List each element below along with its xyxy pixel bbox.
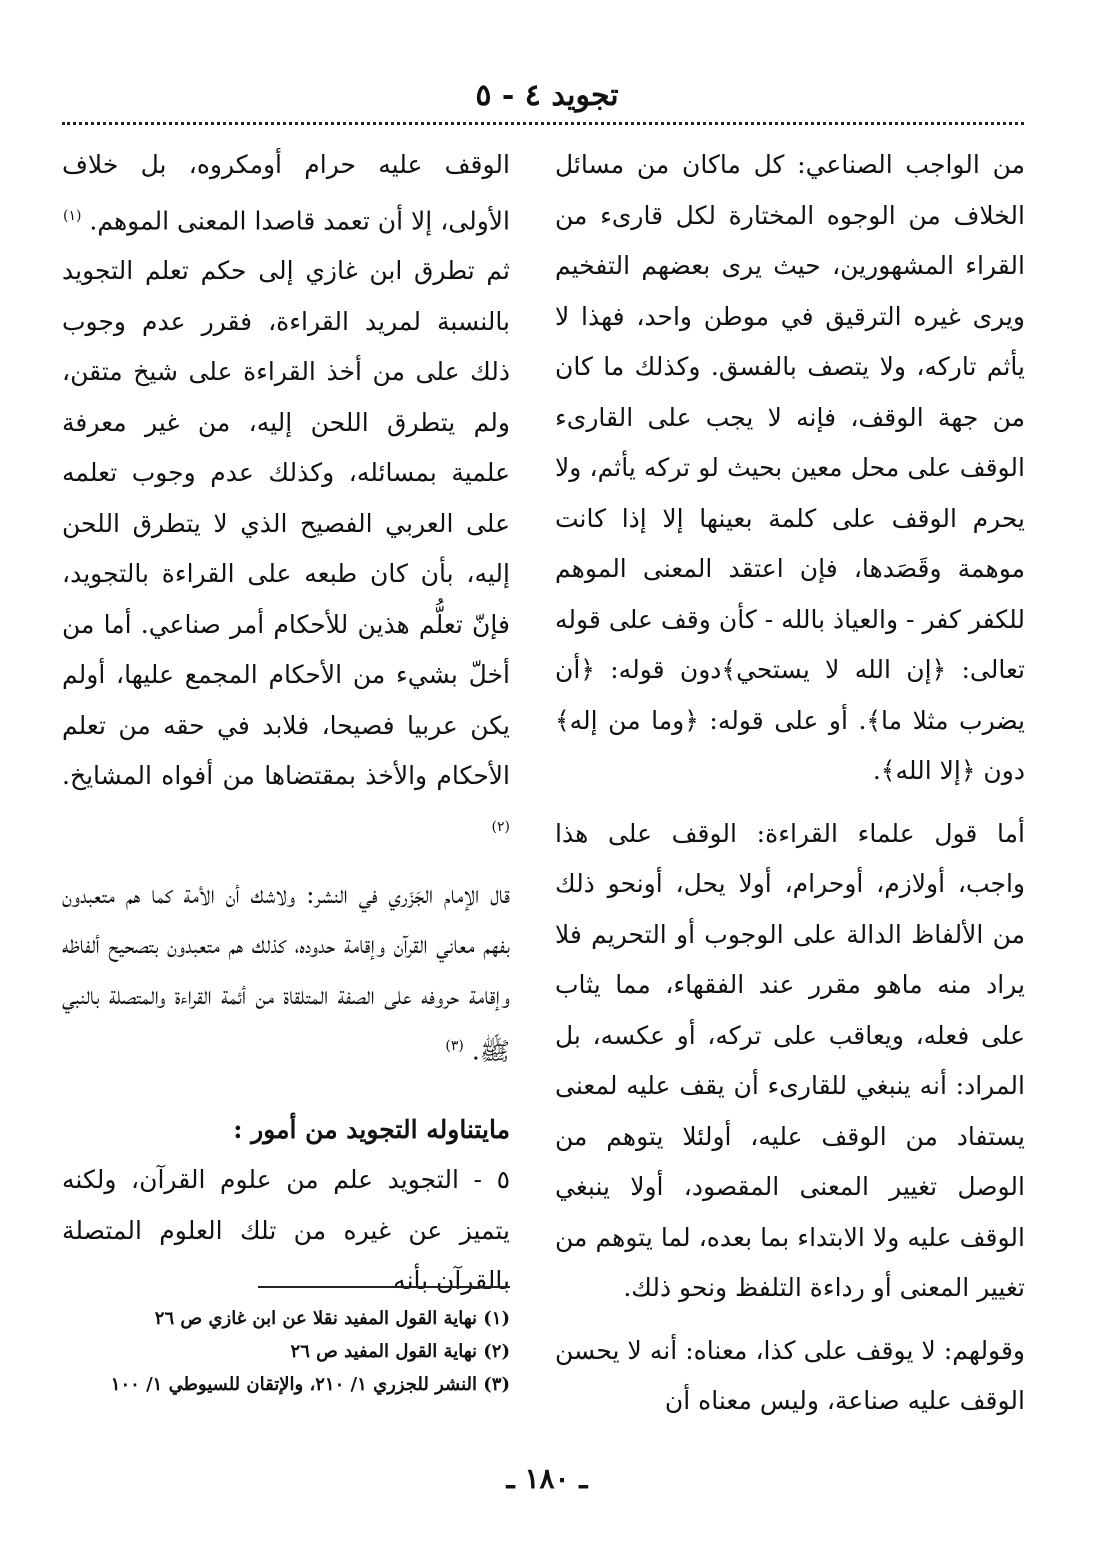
footnote-3: (٣) النشر للجزري ١/ ٢١٠، والإتقان للسيوطي ١/ ١٠٠ — [110, 1374, 510, 1395]
left-paragraph-1 — [62, 140, 510, 246]
running-header: تجويد ٤ - ٥ — [475, 78, 619, 113]
right-column — [555, 140, 1025, 1427]
footnote-marker-3: (٣) — [445, 1038, 464, 1055]
footnote-1: (١) نهاية القول المفيد نقلا عن ابن غازي ص ٢٦ — [154, 1308, 510, 1329]
right-paragraph-3: وقولهم: لا يوقف على كذا، معناه: أنه لا يحسن الوقف عليه صناعة، وليس معناه أن — [555, 1335, 1025, 1415]
page-number: ـ ١٨٠ ـ — [506, 1462, 588, 1495]
left-paragraph-2-text: ثم تطرق ابن غازي إلى حكم تعلم التجويد بالنسبة لمريد القراءة، فقرر عدم وجوب ذلك على من أخذ القراءة على شيخ متقن، ولم يتطرق اللحن إليه، من غير معرفة علمية بمسائله، وكذلك عدم وجوب تعلمه على العربي الفصيح الذي لا يتطرق اللحن إليه، بأن كان طبعه على القراءة بالتجويد، فإنّ تعلُّم هذين للأحكام أمر صناعي. أما من أخلّ بشيء من الأحكام المجمع عليها، أولم يكن عربيا فصيحا، فلابد في حقه من تعلم الأحكام والأخذ بمقتضاها من أفواه المشايخ. — [62, 256, 510, 791]
footnote-marker-2: (٢) — [491, 818, 510, 835]
left-paragraph-3 — [62, 870, 510, 1077]
right-paragraph-1: من الواجب الصناعي: كل ماكان من مسائل الخلاف من الوجوه المختارة لكل قارىء من القراء المشهورين، حيث يرى بعضهم التفخيم ويرى غيره الترقيق في موطن واحد، فهذا لا يأثم تاركه، ولا يتصف بالفسق. وكذلك ما كان من جهة الوقف، فإنه لا يجب على القارىء الوقف على محل معين بحيث لو تركه يأثم، ولا يحرم الوقف على كلمة بعينها إلا إذا كانت موهمة وقَصَدها، فإن اعتقد المعنى الموهم للكفر كفر - والعياذ بالله - كأن وقف على قوله تعالى: ﴿إن الله لا يستحي﴾دون قوله: ﴿أن يضرب مثلا ما﴾. أو على قوله: ﴿وما من إله﴾ دون ﴿إلا الله﴾. — [555, 150, 1025, 785]
left-item-5: ٥ - التجويد علم من علوم القرآن، ولكنه يتميز عن غيره من تلك العلوم المتصلة بالقرآن بأنه — [62, 1165, 510, 1296]
right-paragraph-2: أما قول علماء القراءة: الوقف على هذا واجب، أولازم، أوحرام، أولا يحل، أونحو ذلك من الألفاظ الدالة على الوجوب أو التحريم فلا يراد منه ماهو مقرر عند الفقهاء، مما يثاب على فعله، ويعاقب على تركه، أو عكسه، بل المراد: أنه ينبغي للقارىء أن يقف عليه لمعنى يستفاد من الوقف عليه، أولئلا يتوهم من الوصل تغيير المعنى المقصود، أولا ينبغي الوقف عليه ولا الابتداء بما بعده، لما يتوهم من تغيير المعنى أو رداءة التلفظ ونحو ذلك. — [555, 818, 1025, 1302]
footnote-2: (٢) نهاية القول المفيد ص ٢٦ — [290, 1341, 510, 1362]
footnote-divider — [258, 1286, 510, 1288]
footnote-marker-1: (١) — [62, 207, 82, 224]
left-paragraph-3-text: قال الإمام الجَزَري في النشر: ولاشك أن الأمة كما هم متعبدون بفهم معاني القرآن وإقامة حدوده، كذلك هم متعبدون بتصحيح ألفاظه وإقامة حروفه على الصفة المتلقاة من أئمة القراءة والمتصلة بالنبي ﷺ. — [62, 879, 510, 1066]
header-dotted-divider — [62, 122, 1024, 125]
section-heading: مايتناوله التجويد من أمور : — [233, 1114, 510, 1144]
left-paragraph-1-text: الوقف عليه حرام أومكروه، بل خلاف الأولى، إلا أن تعمد قاصدا المعنى الموهم. — [62, 150, 510, 235]
footnotes — [62, 1302, 510, 1401]
left-column — [62, 140, 510, 1307]
left-paragraph-2 — [62, 246, 510, 857]
